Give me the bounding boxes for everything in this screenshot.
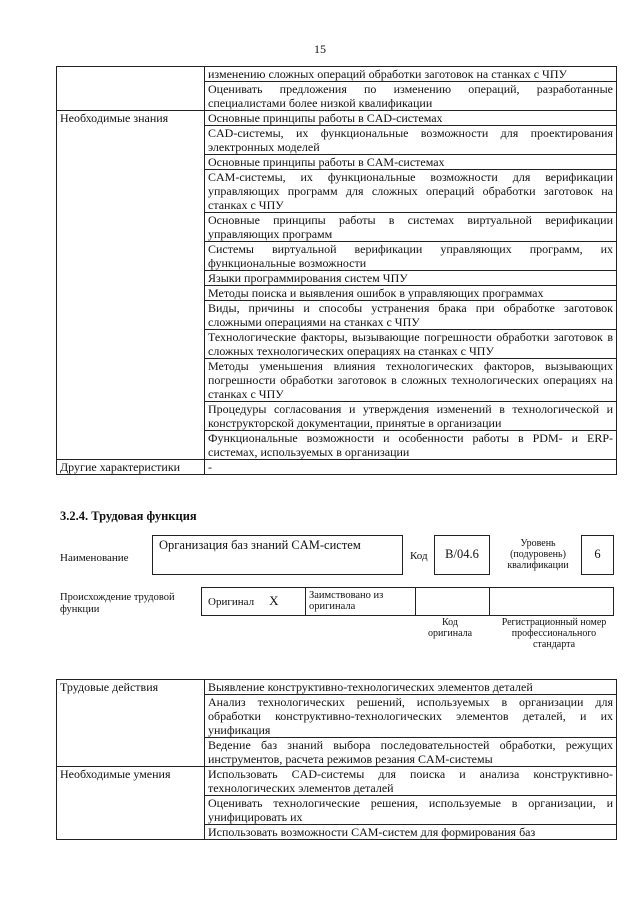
row-label: Необходимые знания (57, 111, 205, 460)
section-heading: 3.2.4. Трудовая функция (60, 509, 197, 523)
name-label: Наименование (60, 552, 129, 564)
table-row (57, 460, 617, 475)
origin-table (201, 587, 614, 616)
row-value: Оценивать технологические решения, используемые в организации, и унифицировать их (205, 796, 617, 825)
row-value: Процедуры согласования и утверждения изменений в технологической и конструкторской документации, принятые в организации (205, 402, 617, 431)
code-label: Код (410, 550, 428, 562)
row-value: CAD-системы, их функциональные возможности для проектирования электронных моделей (205, 126, 617, 155)
original-cell (202, 588, 306, 616)
level-box (581, 535, 614, 575)
row-value: Основные принципы работы в системах виртуальной верификации управляющих программ (205, 213, 617, 242)
origin-label: Происхождение трудовой функции (60, 592, 175, 615)
row-value: Оценивать предложения по изменению операций, разработанные специалистами более низкой квалификации (205, 82, 617, 111)
bottom-labor-table (56, 679, 617, 840)
reg-number-caption: Регистрационный номер профессионального стандарта (501, 617, 607, 650)
reg-number-cell (490, 588, 614, 616)
function-name-value: Организация баз знаний CAM-систем (159, 538, 361, 552)
original-label: Оригинал (208, 596, 255, 608)
row-value: Использовать CAD-системы для поиска и анализа конструктивно-технологических элементов деталей (205, 767, 617, 796)
row-value: - (205, 460, 617, 475)
top-requirements-table (56, 66, 617, 475)
row-value: Выявление конструктивно-технологических элементов деталей (205, 680, 617, 695)
level-value: 6 (594, 547, 601, 561)
row-value: Методы уменьшения влияния технологических факторов, вызывающих погрешности обработки заготовок в сложных технологических операциях на станках с ЧПУ (205, 359, 617, 402)
row-value: Технологические факторы, вызывающие погрешности обработки заготовок в сложных технологических операциях на станках с ЧПУ (205, 330, 617, 359)
row-value: Анализ технологических решений, используемых в организации для обработки конструктивно-технологических элементов деталей, и их унификация (205, 695, 617, 738)
row-label (57, 67, 205, 111)
row-value: Методы поиска и выявления ошибок в управляющих программах (205, 286, 617, 301)
row-value: Использовать возможности CAM-систем для формирования баз (205, 825, 617, 840)
origin-code-cell (416, 588, 490, 616)
function-name-box (152, 535, 403, 575)
row-label: Другие характеристики (57, 460, 205, 475)
row-value: Ведение баз знаний выбора последовательностей обработки, режущих инструментов, расчета режимов резания CAM-системы (205, 738, 617, 767)
row-value: Основные принципы работы в CAD-системах (205, 111, 617, 126)
row-label: Необходимые умения (57, 767, 205, 840)
borrowed-cell (306, 588, 416, 616)
code-value: B/04.6 (445, 547, 479, 561)
table-row (57, 111, 617, 126)
row-label: Трудовые действия (57, 680, 205, 767)
row-value: Функциональные возможности и особенности работы в PDM- и ERP-системах, используемых в организации (205, 431, 617, 460)
table-row (57, 67, 617, 82)
row-value: изменению сложных операций обработки заготовок на станках с ЧПУ (205, 67, 617, 82)
table-row (57, 680, 617, 695)
row-value: Виды, причины и способы устранения брака при обработке заготовок сложными операциями на станках с ЧПУ (205, 301, 617, 330)
row-value: Основные принципы работы в CAM-системах (205, 155, 617, 170)
origin-code-caption: Код оригинала (427, 617, 473, 639)
borrowed-label: Заимствовано из оригинала (309, 590, 384, 612)
page-number: 15 (314, 42, 326, 56)
level-label: Уровень (подуровень) квалификации (507, 538, 569, 571)
row-value: Языки программирования систем ЧПУ (205, 271, 617, 286)
row-value: CAM-системы, их функциональные возможности для верификации управляющих программ для сложных операций обработки заготовок на станках с ЧПУ (205, 170, 617, 213)
row-value: Системы виртуальной верификации управляющих программ, их функциональные возможности (205, 242, 617, 271)
original-mark: X (269, 593, 279, 608)
table-row (57, 767, 617, 796)
code-box (434, 535, 490, 575)
